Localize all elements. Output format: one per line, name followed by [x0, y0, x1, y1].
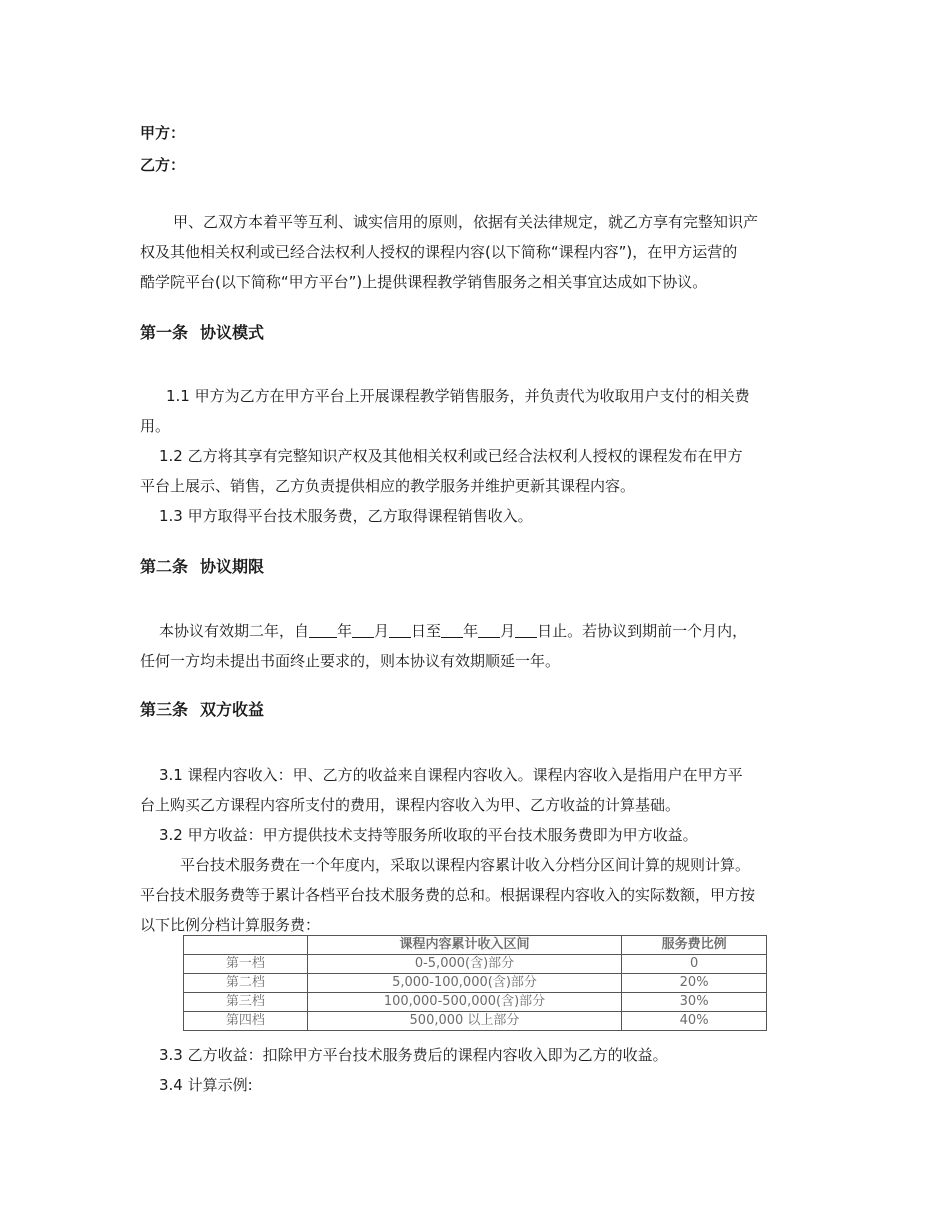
table-row — [184, 974, 767, 993]
clause-1-3: 1.3 甲方取得平台技术服务费，乙方取得课程销售收入。 — [159, 507, 533, 525]
article-3-heading — [140, 697, 264, 720]
article-1-heading — [140, 320, 264, 343]
term-text: 月 — [500, 622, 516, 640]
clause-line: 平台技术服务费等于累计各档平台技术服务费的总和。根据课程内容收入的实际数额，甲方按 — [140, 886, 756, 904]
year-blank[interactable] — [441, 622, 463, 638]
clause-3-4: 3.4 计算示例: — [159, 1076, 253, 1094]
clause-line: 用。 — [140, 417, 171, 435]
article-title: 协议模式 — [200, 323, 265, 342]
table-row — [184, 1012, 767, 1031]
intro-line: 甲、乙双方本着平等互利、诚实信用的原则，依据有关法律规定，就乙方享有完整知识产 — [173, 213, 759, 231]
clause-1-2 — [140, 441, 812, 501]
clause-line: 台上购买乙方课程内容所支付的费用，课程内容收入为甲、乙方收益的计算基础。 — [140, 796, 681, 814]
article-number: 第二条 — [140, 557, 189, 576]
term-text: 本协议有效期二年，自 — [159, 622, 310, 640]
table-row — [184, 993, 767, 1012]
table-cell: 30% — [622, 993, 767, 1012]
table-cell: 第三档 — [184, 993, 308, 1012]
article-number: 第三条 — [140, 700, 189, 719]
intro-paragraph — [140, 207, 812, 297]
table-header-cell: 服务费比例 — [622, 936, 767, 955]
year-blank[interactable] — [309, 622, 337, 638]
table-cell: 5,000-100,000(含)部分 — [307, 974, 621, 993]
term-text: 年 — [337, 622, 353, 640]
article-2-heading — [140, 554, 264, 577]
table-cell: 第一档 — [184, 955, 308, 974]
clause-3-3: 3.3 乙方收益：扣除甲方平台技术服务费后的课程内容收入即为乙方的收益。 — [159, 1046, 668, 1064]
clause-line: 平台技术服务费在一个年度内，采取以课程内容累计收入分档分区间计算的规则计算。 — [180, 856, 751, 874]
table-cell: 40% — [622, 1012, 767, 1031]
clause-line: 以下比例分档计算服务费： — [140, 916, 321, 934]
table-header-row — [184, 936, 767, 955]
day-blank[interactable] — [515, 622, 537, 638]
table-cell: 0 — [622, 955, 767, 974]
table-header-cell — [184, 936, 308, 955]
intro-line: 权及其他相关权利或已经合法权利人授权的课程内容(以下简称“课程内容”)，在甲方运营的 — [140, 243, 738, 261]
table-row — [184, 955, 767, 974]
clause-line: 3.1 课程内容收入：甲、乙方的收益来自课程内容收入。课程内容收入是指用户在甲方平 — [159, 766, 743, 784]
table-cell: 第四档 — [184, 1012, 308, 1031]
term-line-1 — [140, 616, 812, 646]
clause-line: 平台上展示、销售，乙方负责提供相应的教学服务并维护更新其课程内容。 — [140, 477, 636, 495]
table-cell: 100,000-500,000(含)部分 — [307, 993, 621, 1012]
clause-line: 1.1 甲方为乙方在甲方平台上开展课程教学销售服务，并负责代为收取用户支付的相关费 — [166, 387, 750, 405]
term-text: 月 — [374, 622, 390, 640]
fee-table — [183, 935, 767, 1031]
table-cell: 500,000 以上部分 — [307, 1012, 621, 1031]
day-blank[interactable] — [389, 622, 411, 638]
article-number: 第一条 — [140, 323, 189, 342]
table-cell: 0-5,000(含)部分 — [307, 955, 621, 974]
table-header-cell: 课程内容累计收入区间 — [307, 936, 621, 955]
term-paragraph — [140, 616, 812, 676]
party-a-label: 甲方： — [140, 124, 186, 142]
article-title: 协议期限 — [200, 557, 265, 576]
month-blank[interactable] — [352, 622, 374, 638]
month-blank[interactable] — [478, 622, 500, 638]
clause-3-2-detail — [140, 850, 812, 940]
table-cell: 20% — [622, 974, 767, 993]
clause-line: 1.2 乙方将其享有完整知识产权及其他相关权利或已经合法权利人授权的课程发布在甲方 — [159, 447, 743, 465]
term-line-2: 任何一方均未提出书面终止要求的，则本协议有效期顺延一年。 — [140, 652, 561, 670]
article-title: 双方收益 — [200, 700, 265, 719]
intro-line: 酷学院平台(以下简称“甲方平台”)上提供课程教学销售服务之相关事宜达成如下协议。 — [140, 273, 708, 291]
clause-1-1 — [140, 381, 812, 441]
term-text: 日止。若协议到期前一个月内， — [537, 622, 748, 640]
clause-3-1 — [140, 760, 812, 820]
term-text: 年 — [463, 622, 479, 640]
table-cell: 第二档 — [184, 974, 308, 993]
party-b-label: 乙方： — [140, 156, 186, 174]
term-text: 日至 — [411, 622, 442, 640]
clause-3-2: 3.2 甲方收益：甲方提供技术支持等服务所收取的平台技术服务费即为甲方收益。 — [159, 826, 698, 844]
